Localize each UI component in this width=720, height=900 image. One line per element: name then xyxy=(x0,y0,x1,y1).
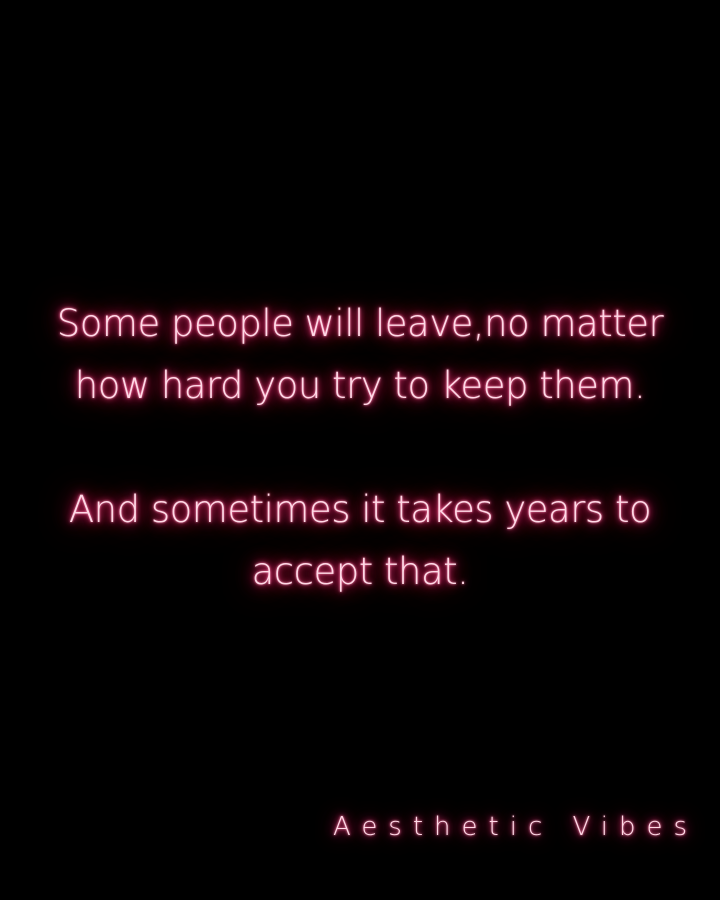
quote-line: how hard you try to keep them. xyxy=(74,364,646,407)
quote-line: accept that. xyxy=(251,550,469,593)
quote-line: Some people will leave,no matter xyxy=(56,302,664,345)
quote-paragraph-1 xyxy=(0,293,720,417)
signature-watermark: Aesthetic Vibes xyxy=(332,812,698,842)
quote-paragraph-2 xyxy=(0,479,720,603)
quote-line: And sometimes it takes years to xyxy=(68,488,652,531)
